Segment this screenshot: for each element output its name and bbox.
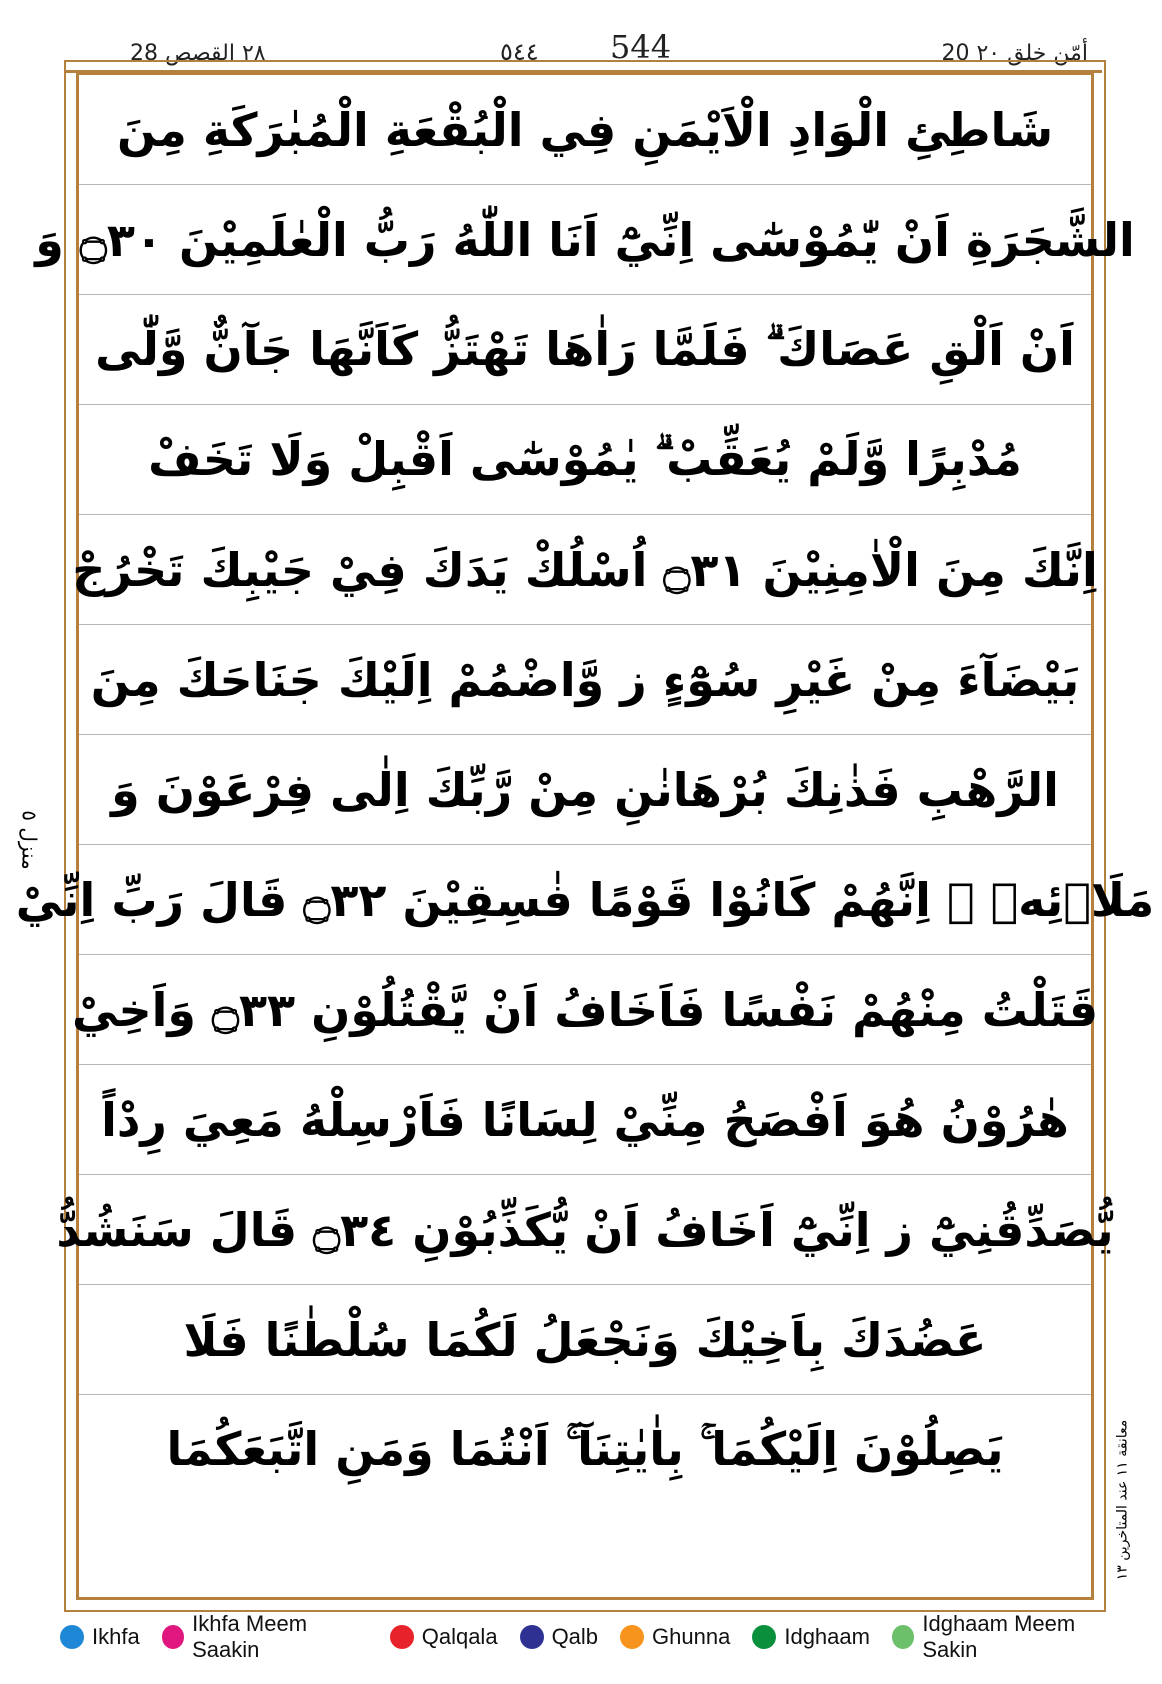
legend-item-ikhfa-meem-saakin (162, 1611, 368, 1663)
waqf-note-label: معانقة ١١ عند المتاخرين ١٣ (1114, 1419, 1130, 1581)
legend-label: Qalb (551, 1624, 599, 1649)
verse-line: شَاطِئِ الْوَادِ الْاَيْمَنِ فِي الْبُقْعَةِ الْمُبٰرَكَةِ مِنَ (79, 75, 1091, 185)
legend-label: Ghunna (652, 1624, 731, 1649)
color-dot-icon (162, 1625, 184, 1649)
color-dot-icon (60, 1625, 84, 1649)
legend-label: Ikhfa (92, 1624, 140, 1649)
legend-label: Qalqala (421, 1624, 498, 1649)
verse-line: الشَّجَرَةِ اَنْ يّٰمُوْسٰٓى اِنِّيْٓ اَنَا اللّٰهُ رَبُّ الْعٰلَمِيْنَ ۝٣٠ وَ (79, 185, 1091, 295)
manzil-label: منزل ٥ (18, 810, 43, 870)
legend-item-idghaam-meem-sakin (892, 1611, 1122, 1663)
verse-line: الرَّهْبِ فَذٰنِكَ بُرْهَانٰنِ مِنْ رَّبِّكَ اِلٰى فِرْعَوْنَ وَ (79, 735, 1091, 845)
verse-line: يَصِلُوْنَ اِلَيْكُمَا ۚ بِاٰيٰتِنَآ ۚ اَنْتُمَا وَمَنِ اتَّبَعَكُمَا (166, 1422, 1004, 1476)
verse-line: مَلَا۟ئِهٖ ۗ اِنَّهُمْ كَانُوْا قَوْمًا فٰسِقِيْنَ ۝٣٢ قَالَ رَبِّ اِنِّيْ (79, 845, 1091, 955)
legend-item-ikhfa (60, 1624, 140, 1650)
verse-line: مُدْبِرًا وَّلَمْ يُعَقِّبْ ۗ يٰمُوْسٰٓى اَقْبِلْ وَلَا تَخَفْ (79, 405, 1091, 515)
juz-title: 20 أمّن خلق ٢٠ (935, 41, 1094, 66)
verse-line: اَنْ اَلْقِ عَصَاكَ ۗ فَلَمَّا رَاٰهَا تَهْتَزُّ كَاَنَّهَا جَآنٌّ وَّلّٰى (79, 295, 1091, 405)
legend-item-qalqala (390, 1624, 498, 1650)
legend-item-idghaam (752, 1624, 870, 1650)
legend-label: Idghaam Meem Sakin (922, 1611, 1076, 1662)
tajweed-legend (60, 1612, 1122, 1662)
verse-line: يُّصَدِّقُنِيْٓ ز اِنِّيْٓ اَخَافُ اَنْ يُّكَذِّبُوْنِ ۝٣٤ قَالَ سَنَشُدُّ (79, 1175, 1091, 1285)
verse-line: بَيْضَآءَ مِنْ غَيْرِ سُوْٓءٍ ز وَّاضْمُمْ اِلَيْكَ جَنَاحَكَ مِنَ (79, 625, 1091, 735)
waqf-note (1102, 1400, 1142, 1600)
color-dot-icon (620, 1625, 644, 1649)
legend-item-ghunna (620, 1624, 730, 1650)
verse-line: قَتَلْتُ مِنْهُمْ نَفْسًا فَاَخَافُ اَنْ يَّقْتُلُوْنِ ۝٣٣ وَاَخِيْ (79, 955, 1091, 1065)
verse-line: عَضُدَكَ بِاَخِيْكَ وَنَجْعَلُ لَكُمَا سُلْطٰنًا فَلَا (79, 1285, 1091, 1395)
color-dot-icon (390, 1625, 414, 1649)
page-number-arabic: ٥٤٤ (494, 38, 545, 66)
legend-label: Idghaam (784, 1624, 870, 1649)
color-dot-icon (520, 1625, 544, 1649)
legend-item-qalb (520, 1624, 598, 1650)
manzil-marker (10, 780, 50, 900)
color-dot-icon (752, 1625, 776, 1649)
verse-line: هٰرُوْنُ هُوَ اَفْصَحُ مِنِّيْ لِسَانًا فَاَرْسِلْهُ مَعِيَ رِدْاً (79, 1065, 1091, 1175)
verse-line: اِنَّكَ مِنَ الْاٰمِنِيْنَ ۝٣١ اُسْلُكْ يَدَكَ فِيْ جَيْبِكَ تَخْرُجْ (79, 515, 1091, 625)
page-number: 544 (604, 28, 677, 66)
surah-title: ٢٨ القصص 28 (124, 41, 272, 66)
color-dot-icon (892, 1625, 914, 1649)
legend-label: Ikhfa Meem Saakin (192, 1611, 308, 1662)
